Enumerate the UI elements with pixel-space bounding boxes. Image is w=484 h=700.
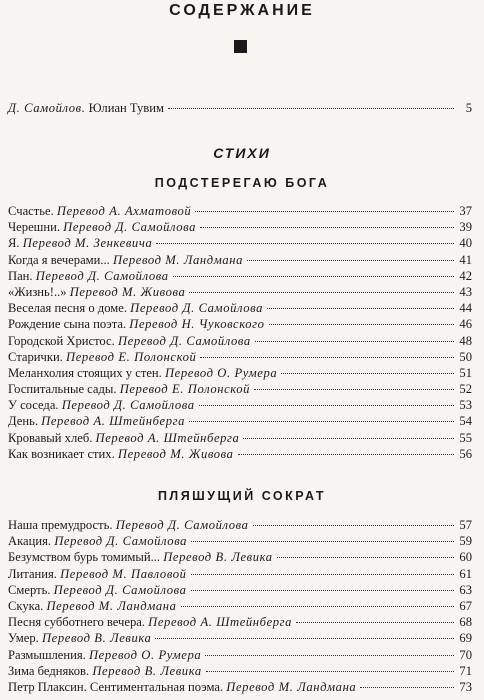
toc-entry [8,381,472,397]
entry-translator: Перевод Д. Самойлова [35,268,169,283]
entry-translator: Перевод Д. Самойлова [117,333,251,348]
entry-title: У соседа. [8,398,59,413]
toc-entry [8,582,472,598]
toc-list [8,203,472,462]
entry-page: 68 [459,615,472,630]
entry-title: Кровавый хлеб. [8,430,93,445]
entry-translator: Перевод М. Ландмана [112,252,244,267]
toc-entry [8,647,472,663]
entry-translator: Перевод М. Зенкевича [22,236,153,251]
entry-page: 63 [459,582,472,597]
dot-leader [206,671,454,672]
dot-leader [238,454,454,455]
toc-entry [8,549,472,565]
entry-translator: Перевод М. Живова [117,446,234,461]
entry-translator: Перевод М. Павловой [60,566,187,581]
entry-title: Я. [8,236,20,251]
entry-page: 73 [459,679,472,694]
dot-leader [189,421,454,422]
entry-title: Счастье. [8,204,54,218]
entry-translator: Перевод О. Румера [88,647,202,662]
dot-leader [255,341,454,342]
toc-entry [8,446,472,462]
dot-leader [189,292,454,293]
dot-leader [181,606,454,607]
entry-page: 59 [459,534,472,549]
entry-title: Пан. [8,268,33,283]
entry-title: Старички. [8,349,63,364]
entry-translator: Перевод Е. Полонской [66,349,197,364]
entry-title: Петр Плаксин. Сентиментальная поэма. [8,679,224,694]
entry-translator: Перевод Д. Самойлова [54,534,188,549]
toc-entry [8,679,472,695]
entry-page: 51 [459,365,472,380]
entry-title: Веселая песня о доме. [8,301,127,316]
entry-page: 40 [459,236,472,251]
dot-leader [199,405,454,406]
entry-translator: Перевод А. Штейнберга [41,414,186,429]
entry-page: 5 [465,101,472,115]
entry-page: 60 [459,550,472,565]
entry-title: Зима бедняков. [8,663,90,678]
dot-leader [243,438,454,439]
toc-entry [8,284,472,300]
dot-leader [191,574,454,575]
intro-entry [8,100,472,116]
dot-leader [200,357,454,358]
entry-title: Госпитальные сады. [8,382,117,397]
toc-entry [8,517,472,533]
part-title: ПОДСТЕРЕГАЮ БОГА [154,176,330,190]
entry-translator: Перевод Д. Самойлова [61,398,195,413]
toc-entry [8,333,472,349]
entry-title: Литания. [8,566,57,581]
entry-title: День. [8,414,38,429]
toc-entry [8,203,472,219]
entry-translator: Перевод Д. Самойлова [130,301,264,316]
dot-leader [360,687,454,688]
entry-page: 61 [459,566,472,581]
dot-leader [269,324,454,325]
dot-leader [267,308,454,309]
dot-leader [191,590,454,591]
entry-page: 44 [459,301,472,316]
section-title: СТИХИ [213,145,271,161]
entry-title: Размышления. [8,647,86,662]
entry-translator: Перевод Д. Самойлова [63,220,197,235]
entry-translator: Перевод В. Левика [41,631,152,646]
dot-leader [156,243,454,244]
entry-translator: Перевод Е. Полонской [119,382,251,397]
entry-title: Наша премудрость. [8,518,113,532]
toc-entry [8,349,472,365]
dot-leader [253,525,454,526]
entry-page: 71 [459,663,472,678]
entry-translator: Перевод М. Ландмана [226,679,357,694]
entry-title: Умер. [8,631,39,646]
page-title: СОДЕРЖАНИЕ [169,2,315,19]
toc-entry [8,413,472,429]
entry-page: 55 [459,430,472,445]
toc-entry [8,430,472,446]
entry-title: Черешни. [8,220,60,235]
toc-list [8,517,472,695]
toc-entry [8,533,472,549]
toc-entry [8,252,472,268]
entry-translator: Перевод А. Штейнберга [95,430,240,445]
toc-entry [8,663,472,679]
part-title: ПЛЯШУЩИЙ СОКРАТ [157,489,327,503]
entry-page: 41 [459,252,472,267]
entry-page: 46 [459,317,472,332]
toc-entry [8,365,472,381]
entry-page: 52 [459,382,472,397]
entry-translator: Перевод Н. Чуковского [129,317,265,332]
dot-leader [254,389,454,390]
entry-page: 48 [459,333,472,348]
dot-leader [205,655,454,656]
entry-title: Скука. [8,598,44,613]
dot-leader [173,276,454,277]
toc-entry [8,219,472,235]
entry-translator: Перевод М. Живова [69,284,186,299]
dot-leader [168,108,454,109]
dot-leader [281,373,454,374]
entry-title: Безумством бурь томимый... [8,550,161,565]
entry-page: 50 [459,349,472,364]
toc-entry [8,566,472,582]
toc-entry [8,598,472,614]
dot-leader [155,638,454,639]
entry-author: Д. Самойлов. [8,101,86,115]
entry-translator: Перевод М. Ландмана [46,598,177,613]
entry-title: Меланхолия стоящих у стен. [8,365,162,380]
entry-page: 39 [459,220,472,235]
entry-translator: Перевод В. Левика [92,663,202,678]
toc-entry [8,316,472,332]
entry-title: Акация. [8,534,52,549]
entry-page: 67 [459,598,472,613]
entry-page: 43 [459,284,472,299]
entry-translator: Перевод Д. Самойлова [115,518,249,532]
entry-title: Как возникает стих. [8,446,115,461]
entry-page: 42 [459,268,472,283]
toc-entry [8,235,472,251]
toc-entry [8,397,472,413]
dot-leader [247,260,454,261]
entry-translator: Перевод В. Левика [163,550,273,565]
square-ornament-icon [234,40,247,53]
entry-page: 37 [459,204,472,218]
dot-leader [200,227,454,228]
entry-translator: Перевод А. Ахматовой [56,204,192,218]
toc-entry [8,268,472,284]
dot-leader [277,557,454,558]
entry-page: 54 [459,414,472,429]
entry-title: Песня субботнего вечера. [8,615,146,630]
entry-title: «Жизнь!..» [8,284,67,299]
entry-page: 53 [459,398,472,413]
entry-title: Рождение сына поэта. [8,317,127,332]
dot-leader [191,541,454,542]
toc-entry [8,630,472,646]
dot-leader [296,622,454,623]
entry-title: Смерть. [8,582,51,597]
entry-title: Когда я вечерами... [8,252,110,267]
entry-translator: Перевод Д. Самойлова [53,582,187,597]
entry-translator: Перевод О. Румера [164,365,278,380]
toc-entry [8,614,472,630]
entry-page: 56 [459,446,472,461]
entry-page: 57 [459,518,472,532]
entry-page: 70 [459,647,472,662]
toc-entry [8,300,472,316]
entry-title: Городской Христос. [8,333,115,348]
dot-leader [195,211,454,212]
toc-entry [8,100,472,116]
entry-translator: Перевод А. Штейнберга [148,615,293,630]
entry-page: 69 [459,631,472,646]
entry-title: Юлиан Тувим [88,101,164,115]
